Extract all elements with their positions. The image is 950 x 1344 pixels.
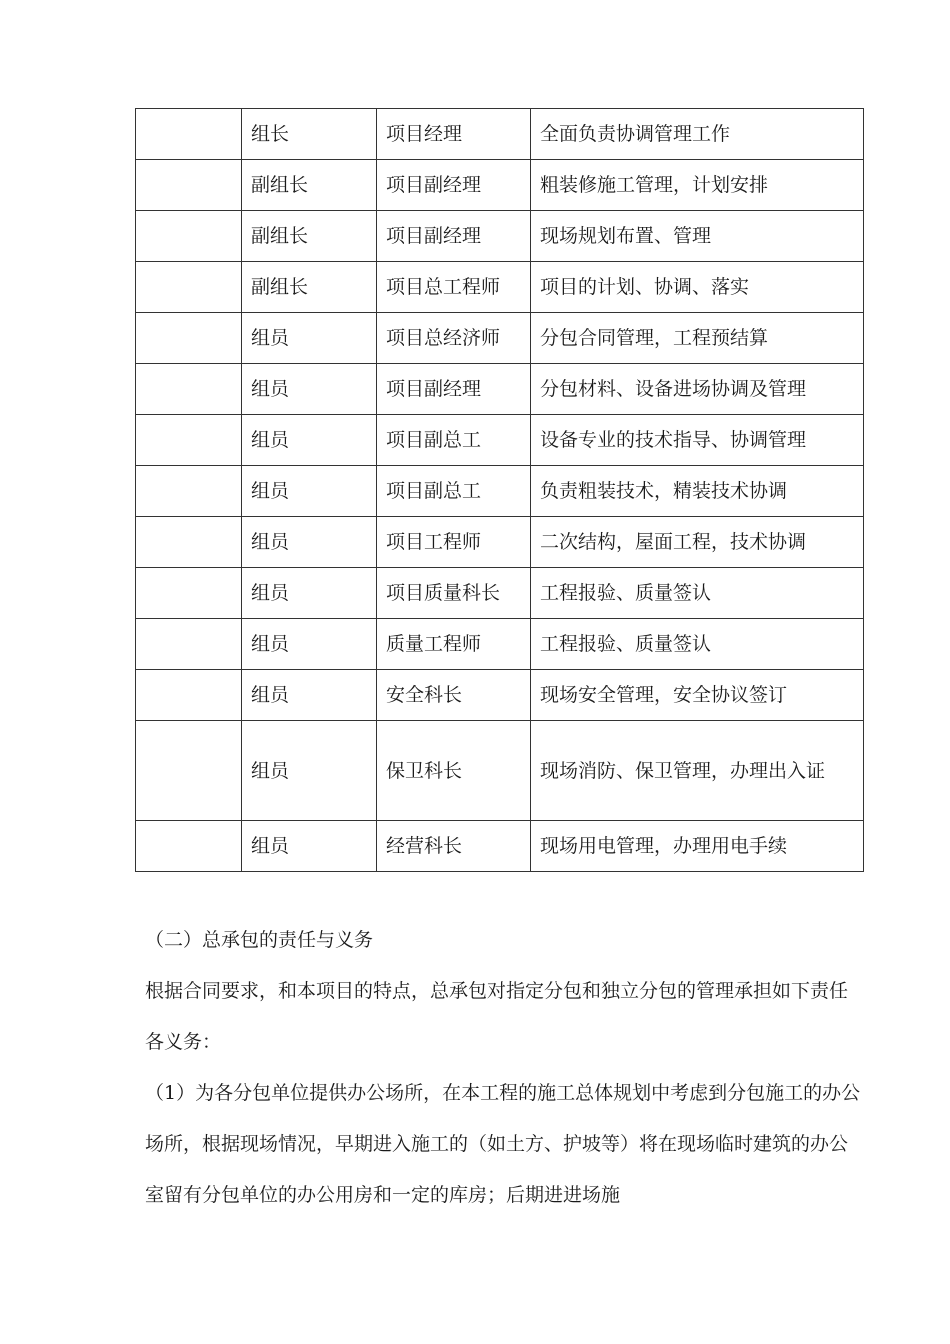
table-row (136, 517, 864, 568)
position-cell: 项目经理 (377, 109, 531, 160)
duty-cell: 工程报验、质量签认 (531, 568, 864, 619)
duty-cell: 现场安全管理，安全协议签订 (531, 670, 864, 721)
group-cell (136, 821, 242, 872)
position-cell: 项目副总工 (377, 415, 531, 466)
group-cell (136, 415, 242, 466)
position-cell: 质量工程师 (377, 619, 531, 670)
group-cell (136, 313, 242, 364)
position-cell: 项目工程师 (377, 517, 531, 568)
role-cell: 组员 (242, 415, 377, 466)
role-cell: 副组长 (242, 160, 377, 211)
table-row (136, 211, 864, 262)
section-heading: （二）总承包的责任与义务 (145, 929, 374, 951)
duty-cell: 项目的计划、协调、落实 (531, 262, 864, 313)
group-cell (136, 517, 242, 568)
position-cell: 项目质量科长 (377, 568, 531, 619)
item-1-paragraph: （1）为各分包单位提供办公场所，在本工程的施工总体规划中考虑到分包施工的办公场所，根据现场情况，早期进入施工的（如土方、护坡等）将在现场临时建筑的办公室留有分包单位的办公用房和一定的库房；后期进进场施 (145, 1082, 861, 1206)
position-cell: 项目副经理 (377, 160, 531, 211)
group-cell (136, 466, 242, 517)
role-cell: 组员 (242, 517, 377, 568)
table-row (136, 313, 864, 364)
duty-cell: 分包材料、设备进场协调及管理 (531, 364, 864, 415)
body-text (145, 915, 865, 1221)
table-row (136, 670, 864, 721)
table-row (136, 262, 864, 313)
table-row (136, 109, 864, 160)
duty-cell: 二次结构，屋面工程，技术协调 (531, 517, 864, 568)
position-cell: 项目总工程师 (377, 262, 531, 313)
role-cell: 副组长 (242, 211, 377, 262)
position-cell: 项目总经济师 (377, 313, 531, 364)
role-cell: 副组长 (242, 262, 377, 313)
table-row (136, 466, 864, 517)
group-cell (136, 109, 242, 160)
role-cell: 组员 (242, 313, 377, 364)
role-cell: 组员 (242, 364, 377, 415)
duty-cell: 现场消防、保卫管理，办理出入证 (531, 721, 864, 821)
duty-cell: 设备专业的技术指导、协调管理 (531, 415, 864, 466)
group-cell (136, 364, 242, 415)
duty-cell: 现场规划布置、管理 (531, 211, 864, 262)
intro-paragraph: 根据合同要求，和本项目的特点，总承包对指定分包和独立分包的管理承担如下责任各义务： (145, 980, 849, 1053)
table-row (136, 364, 864, 415)
position-cell: 经营科长 (377, 821, 531, 872)
role-cell: 组长 (242, 109, 377, 160)
table-row (136, 415, 864, 466)
role-cell: 组员 (242, 619, 377, 670)
duty-cell: 全面负责协调管理工作 (531, 109, 864, 160)
duty-cell: 负责粗装技术，精装技术协调 (531, 466, 864, 517)
group-cell (136, 721, 242, 821)
position-cell: 安全科长 (377, 670, 531, 721)
group-cell (136, 670, 242, 721)
table-row (136, 619, 864, 670)
group-cell (136, 568, 242, 619)
role-cell: 组员 (242, 670, 377, 721)
position-cell: 项目副经理 (377, 211, 531, 262)
duty-cell: 现场用电管理，办理用电手续 (531, 821, 864, 872)
table-row (136, 568, 864, 619)
duty-cell: 工程报验、质量签认 (531, 619, 864, 670)
table-row (136, 160, 864, 211)
role-cell: 组员 (242, 721, 377, 821)
position-cell: 项目副经理 (377, 364, 531, 415)
table-row (136, 721, 864, 821)
role-cell: 组员 (242, 466, 377, 517)
role-cell: 组员 (242, 821, 377, 872)
role-cell: 组员 (242, 568, 377, 619)
position-cell: 项目副总工 (377, 466, 531, 517)
position-cell: 保卫科长 (377, 721, 531, 821)
duty-cell: 分包合同管理，工程预结算 (531, 313, 864, 364)
group-cell (136, 262, 242, 313)
group-cell (136, 160, 242, 211)
table-row (136, 821, 864, 872)
organization-table (135, 108, 864, 872)
group-cell (136, 619, 242, 670)
duty-cell: 粗装修施工管理，计划安排 (531, 160, 864, 211)
group-cell (136, 211, 242, 262)
